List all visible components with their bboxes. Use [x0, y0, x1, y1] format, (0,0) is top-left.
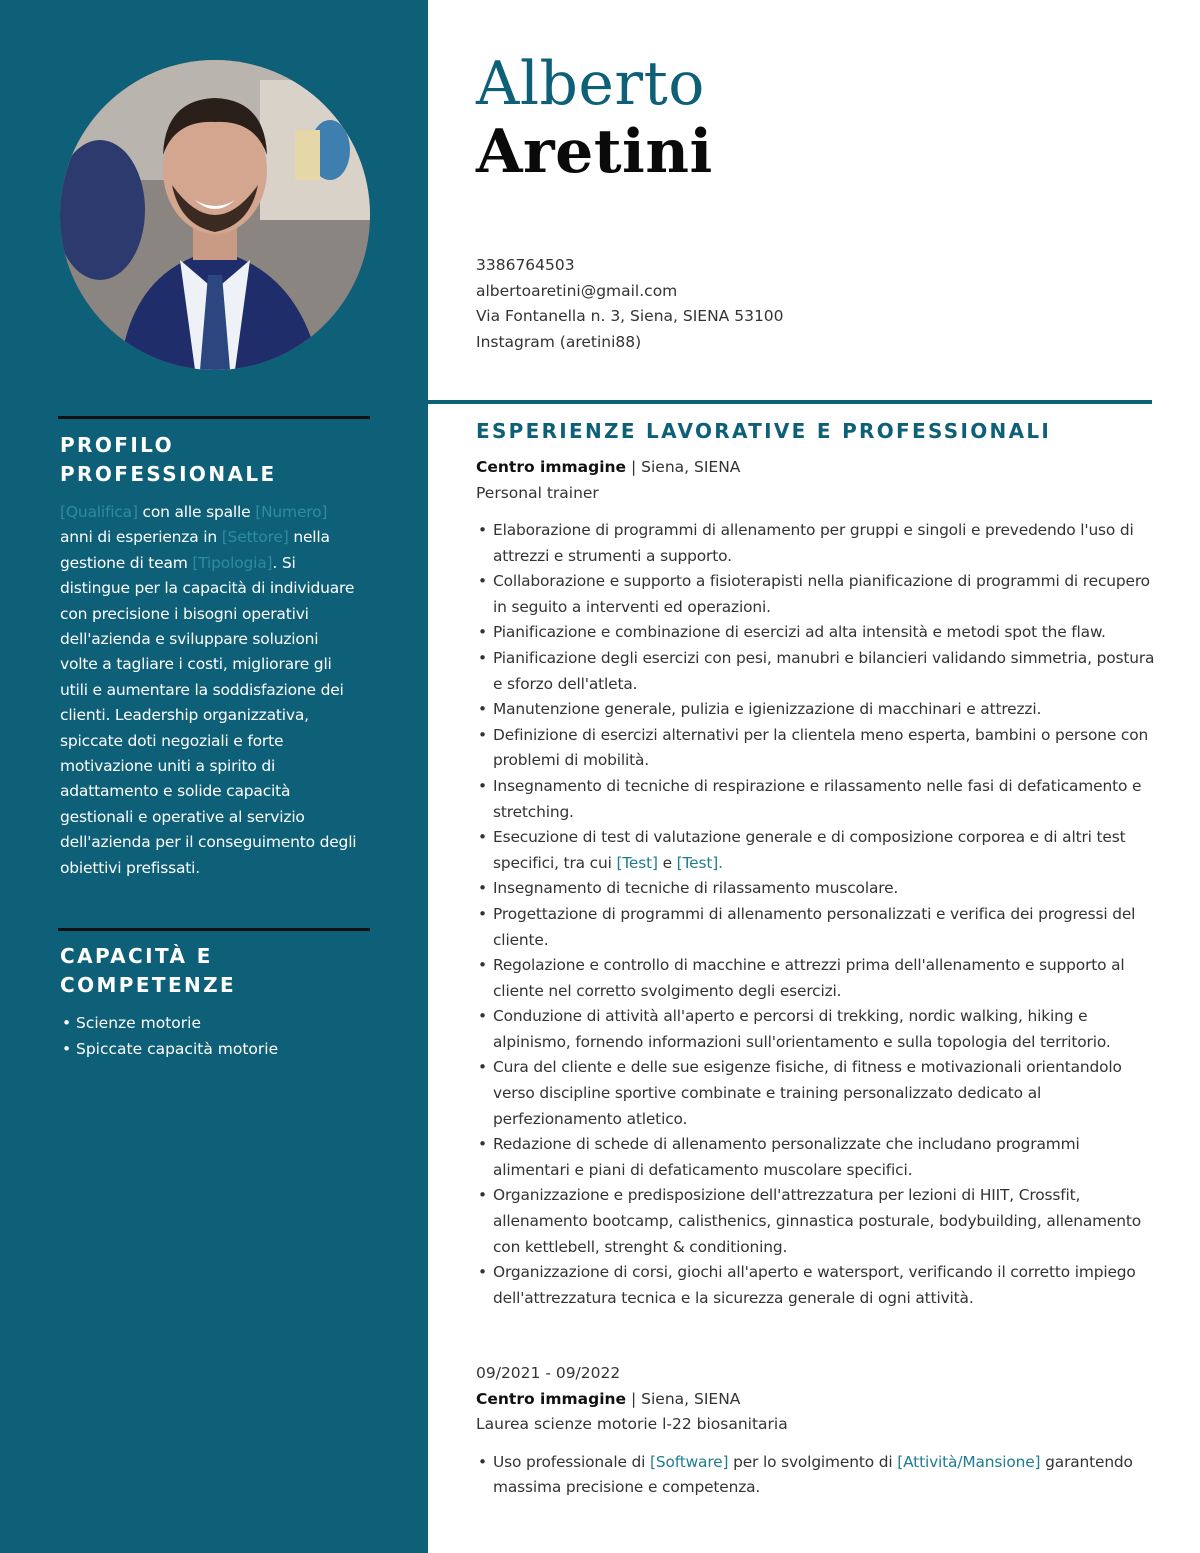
job-entry — [476, 455, 1156, 1311]
activity-link[interactable]: [Attività/Mansione] — [897, 1452, 1041, 1471]
job-duties — [476, 518, 1156, 1311]
skills-list — [60, 1011, 278, 1062]
job-entry — [476, 1361, 1156, 1501]
job-dates: 09/2021 - 09/2022 — [476, 1364, 621, 1382]
list-item: • Elaborazione di programmi di allenamento per gruppi e singoli e prevedendo l'uso di attrezzi e strumenti a supporto. — [476, 518, 1156, 569]
list-item: • Insegnamento di tecniche di rilassamento muscolare. — [476, 876, 1156, 902]
profile-heading — [60, 431, 370, 489]
skills-divider — [58, 928, 370, 931]
social-link: Instagram (aretini88) — [476, 332, 642, 351]
last-name: Aretini — [476, 117, 713, 187]
list-item-text: per lo svolgimento di — [728, 1452, 898, 1471]
skills-heading-line2: COMPETENZE — [60, 973, 237, 997]
list-item: • Definizione di esercizi alternativi per la clientela meno esperta, bambini o persone con problemi di mobilità. — [476, 723, 1156, 774]
experience-divider — [428, 400, 1152, 404]
profile-text-part: nella gestione di team — [60, 528, 330, 572]
profile-summary — [60, 500, 360, 881]
job-location: | Siena, SIENA — [626, 1389, 741, 1408]
list-item: • Conduzione di attività all'aperto e percorsi di trekking, nordic walking, hiking e alpinismo, fornendo informazioni sull'orientamento e sulla topologia del territorio. — [476, 1004, 1156, 1055]
test-link[interactable]: [Test] — [616, 853, 658, 872]
list-item: • Collaborazione e supporto a fisioterapisti nella pianificazione di programmi di recupero in seguito a interventi ed operazioni. — [476, 569, 1156, 620]
profile-divider — [58, 416, 370, 419]
job-company-line — [476, 1387, 1156, 1413]
address: Via Fontanella n. 3, Siena, SIENA 53100 — [476, 307, 784, 325]
job-role: Laurea scienze motorie l-22 biosanitaria — [476, 1415, 788, 1433]
list-item-text: e — [657, 853, 677, 872]
job-company: Centro immagine — [476, 1389, 627, 1408]
list-item: • Regolazione e controllo di macchine e attrezzi prima dell'allenamento e supporto al cliente nel corretto svolgimento degli esercizi. — [476, 953, 1156, 1004]
placeholder-settore: [Settore] — [221, 528, 289, 547]
email: albertoaretini@gmail.com — [476, 281, 678, 300]
profile-heading-line2: PROFESSIONALE — [60, 462, 277, 486]
job-company: Centro immagine — [476, 458, 627, 476]
job-duties — [476, 1450, 1156, 1501]
list-item: • Progettazione di programmi di allenamento personalizzati e verifica dei progressi del cliente. — [476, 902, 1156, 953]
skills-heading-line1: CAPACITÀ E — [60, 944, 213, 968]
list-item: • Insegnamento di tecniche di respirazione e rilassamento nelle fasi di defaticamento e stretching. — [476, 774, 1156, 825]
list-item: • Cura del cliente e delle sue esigenze fisiche, di fitness e motivazionali orientandolo verso discipline sportive combinate e training personalizzato dedicato al perfezionamento atletico. — [476, 1055, 1156, 1132]
job-company-line — [476, 455, 1156, 481]
sidebar — [0, 0, 428, 1553]
job-location: | Siena, SIENA — [626, 458, 741, 476]
list-item-text: . — [718, 853, 723, 872]
placeholder-numero: [Numero] — [255, 503, 328, 521]
list-item: • Organizzazione di corsi, giochi all'aperto e watersport, verificando il corretto impiego dell'attrezzatura tecnica e la sicurezza generale di ogni attività. — [476, 1260, 1156, 1311]
first-name: Alberto — [476, 49, 705, 119]
placeholder-qualifica: [Qualifica] — [60, 503, 138, 521]
skill-item: • Scienze motorie — [60, 1011, 278, 1037]
job-role: Personal trainer — [476, 483, 599, 502]
experience-heading: ESPERIENZE LAVORATIVE E PROFESSIONALI — [476, 419, 1052, 443]
list-item — [476, 1450, 1156, 1501]
skill-item: • Spiccate capacità motorie — [60, 1037, 278, 1063]
list-item: • Organizzazione e predisposizione dell'attrezzatura per lezioni di HIIT, Crossfit, allenamento bootcamp, calisthenics, ginnastica posturale, bodybuilding, allenamento con kettlebell, strenght & conditioning. — [476, 1183, 1156, 1260]
list-item: • Pianificazione e combinazione di esercizi ad alta intensità e metodi spot the flaw. — [476, 620, 1156, 646]
profile-text-part: . Si distingue per la capacità di individuare con precisione i bisogni operativi dell'azienda e sviluppare soluzioni volte a tagliare i costi, migliorare gli utili e aumentare la soddisfazione dei clienti. Leadership organizzativa, spiccate doti negoziali e forte motivazione uniti a spirito di adattamento e solide capacità gestionali e operative al servizio dell'azienda per il conseguimento degli obiettivi prefissati. — [60, 553, 357, 877]
list-item: • Redazione di schede di allenamento personalizzate che includano programmi alimentari e piani di defaticamento muscolare specifici. — [476, 1132, 1156, 1183]
placeholder-tipologia: [Tipologia] — [192, 553, 273, 572]
list-item-text: Uso professionale di — [493, 1452, 650, 1471]
profile-text-part: con alle spalle — [137, 503, 256, 521]
list-item-text: garantendo massima precisione e competenza. — [493, 1452, 1133, 1497]
list-item — [476, 825, 1156, 876]
phone: 3386764503 — [476, 256, 575, 274]
profile-heading-line1: PROFILO — [60, 433, 174, 457]
profile-text-part: anni di esperienza in — [60, 528, 222, 547]
list-item: • Manutenzione generale, pulizia e igienizzazione di macchinari e attrezzi. — [476, 697, 1156, 723]
skills-heading — [60, 942, 370, 1000]
test-link[interactable]: [Test] — [676, 853, 719, 872]
contact-block — [476, 253, 784, 355]
list-item-text: Esecuzione di test di valutazione generale e di composizione corporea e di altri test specifici, tra cui — [493, 828, 1126, 872]
profile-photo — [60, 60, 370, 370]
software-link[interactable]: [Software] — [650, 1452, 729, 1471]
list-item: • Pianificazione degli esercizi con pesi, manubri e bilancieri validando simmetria, postura e sforzo dell'atleta. — [476, 646, 1156, 697]
